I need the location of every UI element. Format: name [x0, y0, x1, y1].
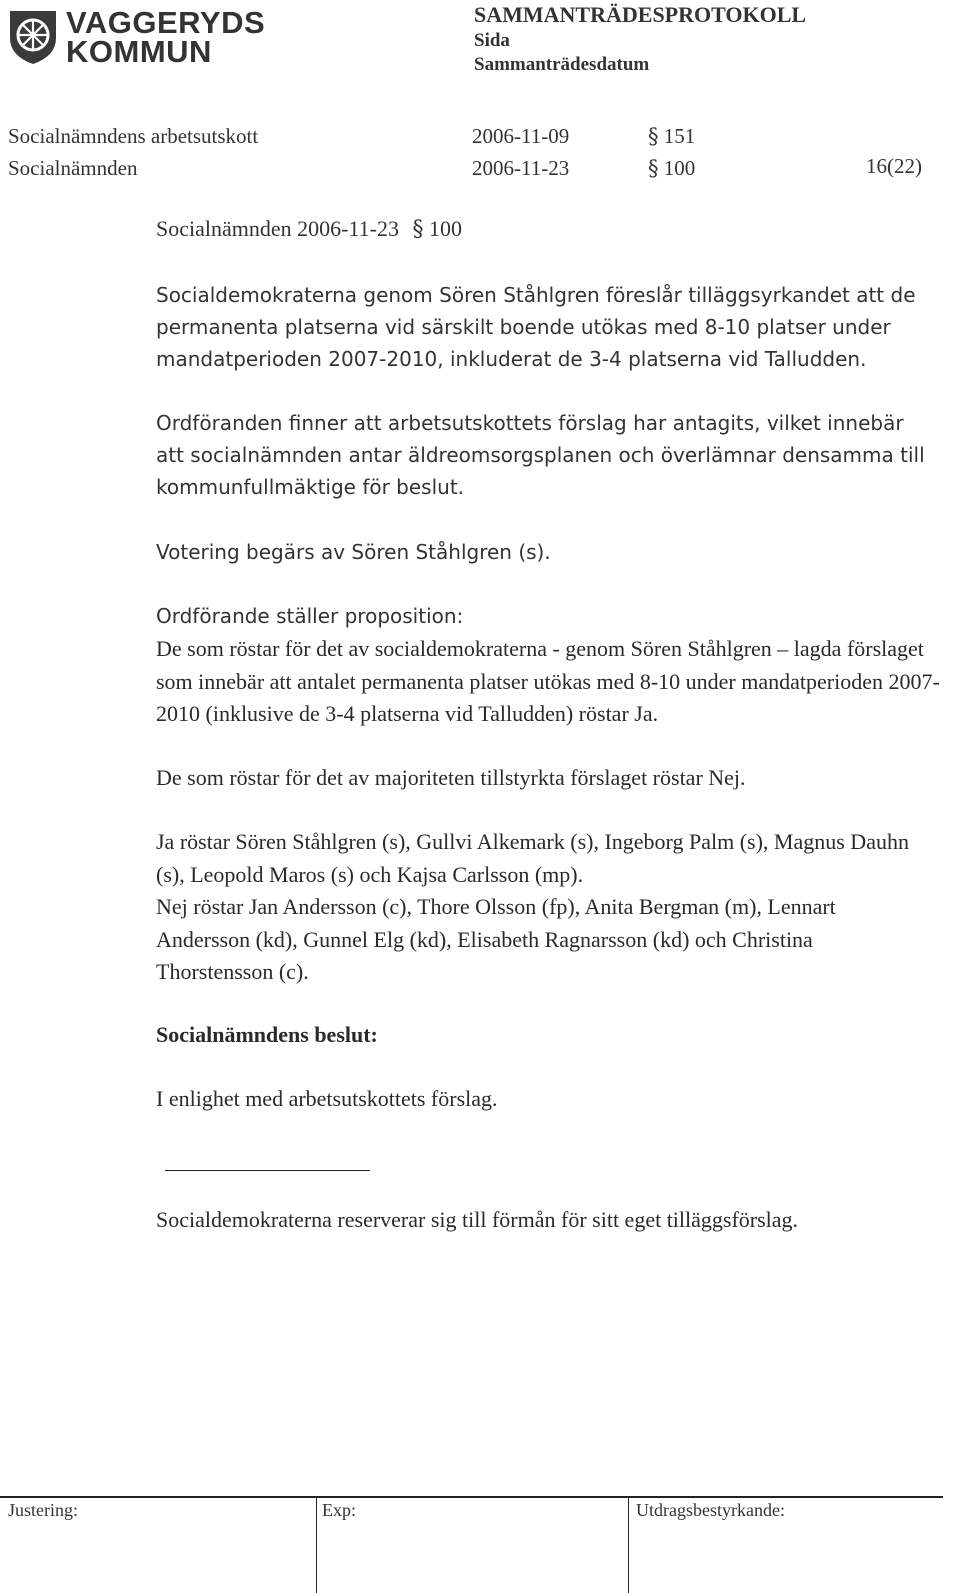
footer-justering: Justering: [8, 1500, 78, 1520]
section-symbol: § [412, 217, 424, 242]
section-number: § 100 [648, 156, 696, 180]
committee-name: Socialnämnden [8, 156, 138, 180]
proposition-no: De som röstar för det av majoriteten tillstyrkta förslaget röstar Nej. [156, 765, 746, 790]
paragraph-chair-finding: Ordföranden finner att arbetsutskottets förslag har antagits, vilket innebär att socialnämnden antar äldreomsorgsplanen och överlämnar densamma till kommunfullmäktige för beslut. [156, 411, 925, 499]
date-label: Sammanträdesdatum [474, 54, 650, 75]
coat-of-arms-icon [6, 8, 60, 66]
votes-no: Nej röstar Jan Andersson (c), Thore Olsson (fp), Anita Bergman (m), Lennart Andersson (kd), Gunnel Elg (kd), Elisabeth Ragnarsson (kd) och Christina Thorstensson (c). [156, 894, 836, 984]
paragraph-vote-request: Votering begärs av Sören Ståhlgren (s). [156, 540, 551, 564]
section-number: § 151 [648, 124, 696, 148]
footer-divider [316, 1496, 317, 1593]
paragraph-motion: Socialdemokraterna genom Sören Ståhlgren föreslår tilläggsyrkandet att de permanenta platserna vid särskilt boende utökas med 8-10 platser under mandatperioden 2007-2010, inkluderat de 3-4 platserna vid Talludden. [156, 283, 916, 371]
decision-heading: Socialnämndens beslut: [156, 1022, 378, 1047]
proposition-label: Ordförande ställer proposition: [156, 604, 464, 628]
proposition-yes: De som röstar för det av socialdemokraterna - genom Sören Ståhlgren – lagda förslaget som innebär att antalet permanenta platser utökas med 8-10 under mandatperioden 2007-2010 (inklusive de 3-4 platserna vid Talludden) röstar Ja. [156, 636, 940, 726]
footer-exp: Exp: [322, 1500, 356, 1520]
meeting-date: 2006-11-09 [472, 124, 570, 148]
section-symbol: § [648, 124, 659, 148]
committee-name: Socialnämndens arbetsutskott [8, 124, 259, 148]
votes-yes: Ja röstar Sören Ståhlgren (s), Gullvi Alkemark (s), Ingeborg Palm (s), Magnus Dauhn (s), Leopold Maros (s) och Kajsa Carlsson (mp). [156, 829, 909, 887]
document-type: SAMMANTRÄDESPROTOKOLL [474, 2, 807, 27]
page-number: 16(22) [866, 154, 922, 178]
separator-line [165, 1170, 370, 1171]
reservation-text: Socialdemokraterna reserverar sig till förmån för sitt eget tilläggsförslag. [156, 1207, 799, 1232]
meeting-date: 2006-11-23 [472, 156, 570, 180]
footer-divider [628, 1496, 629, 1593]
section-heading: Socialnämnden 2006-11-23 § 100 [156, 216, 462, 242]
municipality-name: VAGGERYDS KOMMUN [66, 5, 266, 69]
section-symbol: § [648, 156, 659, 180]
municipality-logo [6, 5, 266, 69]
footer-rule [0, 1496, 943, 1498]
page-label: Sida [474, 30, 510, 51]
decision-text: I enlighet med arbetsutskottets förslag. [156, 1086, 498, 1111]
footer-utdrag: Utdragsbestyrkande: [636, 1500, 785, 1520]
